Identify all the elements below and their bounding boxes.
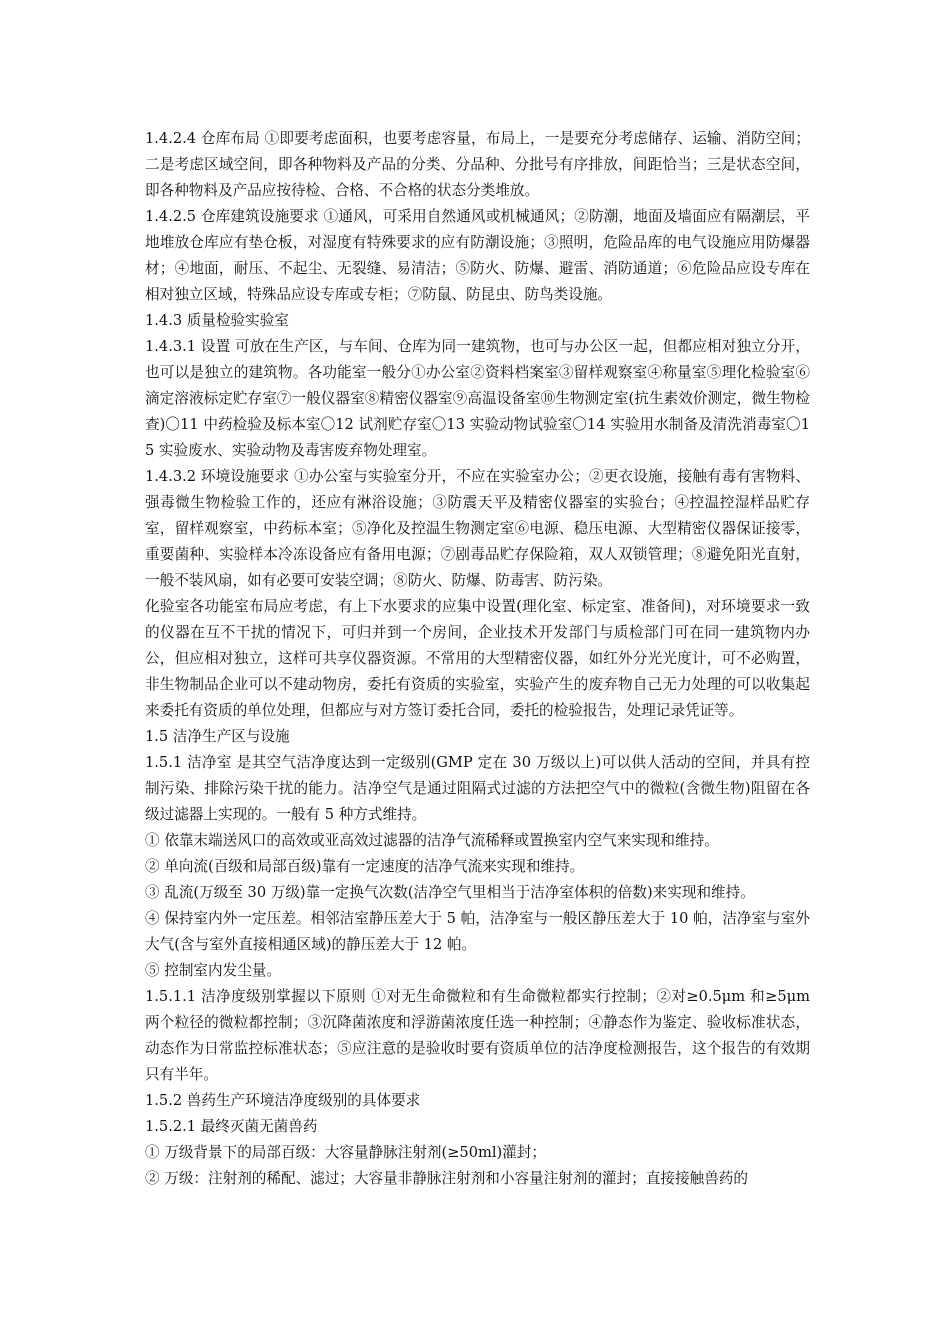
heading-1-5-2-1-terminal-sterilized: 1.5.2.1 最终灭菌无菌兽药 (145, 1118, 318, 1135)
document-body (145, 126, 810, 1192)
list-item-1: ① 依靠末端送风口的高效或亚高效过滤器的洁净气流稀释或置换室内空气来实现和维持。 (145, 832, 719, 849)
list-item-5: ⑤ 控制室内发尘量。 (145, 962, 281, 979)
section-1-5-1-1-cleanliness-principles: 1.5.1.1 洁净度级别掌握以下原则 ①对无生命微粒和有生命微粒都实行控制；②对≥0.5μm 和≥5μm 两个粒径的微粒都控制；③沉降菌浓度和浮游菌浓度任选一种控制；④静态作为鉴定、验收标准状态，动态作为日常监控标准状态；⑤应注意的是验收时要有资质单位的洁净度检测报告，这个报告的有效期只有半年。 (145, 988, 810, 1083)
requirement-item-1: ① 万级背景下的局部百级：大容量静脉注射剂(≥50ml)灌封； (145, 1144, 546, 1161)
section-1-4-2-5-warehouse-facilities: 1.4.2.5 仓库建筑设施要求 ①通风，可采用自然通风或机械通风；②防潮，地面及墙面应有隔潮层，平地堆放仓库应有垫仓板，对湿度有特殊要求的应有防潮设施；③照明，危险品库的电气设施应用防爆器材；④地面，耐压、不起尘、无裂缝、易清洁；⑤防火、防爆、避雷、消防通道；⑥危险品应设专库在相对独立区域，特殊品应设专库或专柜；⑦防鼠、防昆虫、防鸟类设施。 (145, 208, 810, 303)
section-1-4-3-1-setup: 1.4.3.1 设置 可放在生产区，与车间、仓库为同一建筑物，也可与办公区一起，但都应相对独立分开，也可以是独立的建筑物。各功能室一般分①办公室②资料档案室③留样观察室④称量室⑤理化检验室⑥滴定溶液标定贮存室⑦一般仪器室⑧精密仪器室⑨高温设备室⑩生物测定室(抗生素效价测定，微生物检查)〇11 中药检验及标本室〇12 试剂贮存室〇13 实验动物试验室〇14 实验用水制备及清洗消毒室〇15 实验废水、实验动物及毒害废弃物处理室。 (145, 338, 810, 459)
heading-1-4-3-qc-laboratory: 1.4.3 质量检验实验室 (145, 312, 289, 329)
section-1-5-1-cleanroom: 1.5.1 洁净室 是其空气洁净度达到一定级别(GMP 定在 30 万级以上)可以供人活动的空间，并具有控制污染、排除污染干扰的能力。洁净空气是通过阻隔式过滤的方法把空气中的微粒(含微生物)阻留在各级过滤器上实现的。一般有 5 种方式维持。 (145, 754, 810, 823)
section-1-4-3-2-environment: 1.4.3.2 环境设施要求 ①办公室与实验室分开，不应在实验室办公；②更衣设施，接触有毒有害物料、强毒微生物检验工作的，还应有淋浴设施；③防震天平及精密仪器室的实验台；④控温控湿样品贮存室，留样观察室，中药标本室；⑤净化及控温生物测定室⑥电源、稳压电源、大型精密仪器保证接零，重要菌种、实验样本冷冻设备应有备用电源；⑦剧毒品贮存保险箱，双人双锁管理；⑧避免阳光直射，一般不装风扇，如有必要可安装空调；⑧防火、防爆、防毒害、防污染。 (145, 468, 810, 589)
heading-1-5-clean-area: 1.5 洁净生产区与设施 (145, 728, 290, 745)
list-item-4: ④ 保持室内外一定压差。相邻洁室静压差大于 5 帕，洁净室与一般区静压差大于 10 帕，洁净室与室外大气(含与室外直接相通区域)的静压差大于 12 帕。 (145, 910, 810, 953)
list-item-2: ② 单向流(百级和局部百级)靠有一定速度的洁净气流来实现和维持。 (145, 858, 585, 875)
paragraph-lab-layout: 化验室各功能室布局应考虑，有上下水要求的应集中设置(理化室、标定室、准备间)，对环境要求一致的仪器在互不干扰的情况下，可归并到一个房间，企业技术开发部门与质检部门可在同一建筑物内办公，但应相对独立，这样可共享仪器资源。不常用的大型精密仪器，如红外分光光度计，可不必购置，非生物制品企业可以不建动物房，委托有资质的实验室，实验产生的废弃物自己无力处理的可以收集起来委托有资质的单位处理，但都应与对方签订委托合同，委托的检验报告，处理记录凭证等。 (145, 598, 810, 719)
list-item-3: ③ 乱流(万级至 30 万级)靠一定换气次数(洁净空气里相当于洁净室体积的倍数)来实现和维持。 (145, 884, 755, 901)
heading-1-5-2-requirements: 1.5.2 兽药生产环境洁净度级别的具体要求 (145, 1092, 421, 1109)
requirement-item-2: ② 万级：注射剂的稀配、滤过；大容量非静脉注射剂和小容量注射剂的灌封；直接接触兽药的 (145, 1170, 748, 1187)
section-1-4-2-4-warehouse-layout: 1.4.2.4 仓库布局 ①即要考虑面积，也要考虑容量，布局上，一是要充分考虑储存、运输、消防空间；二是考虑区域空间，即各种物料及产品的分类、分品种、分批号有序排放，间距恰当；三是状态空间，即各种物料及产品应按待检、合格、不合格的状态分类堆放。 (145, 130, 810, 199)
